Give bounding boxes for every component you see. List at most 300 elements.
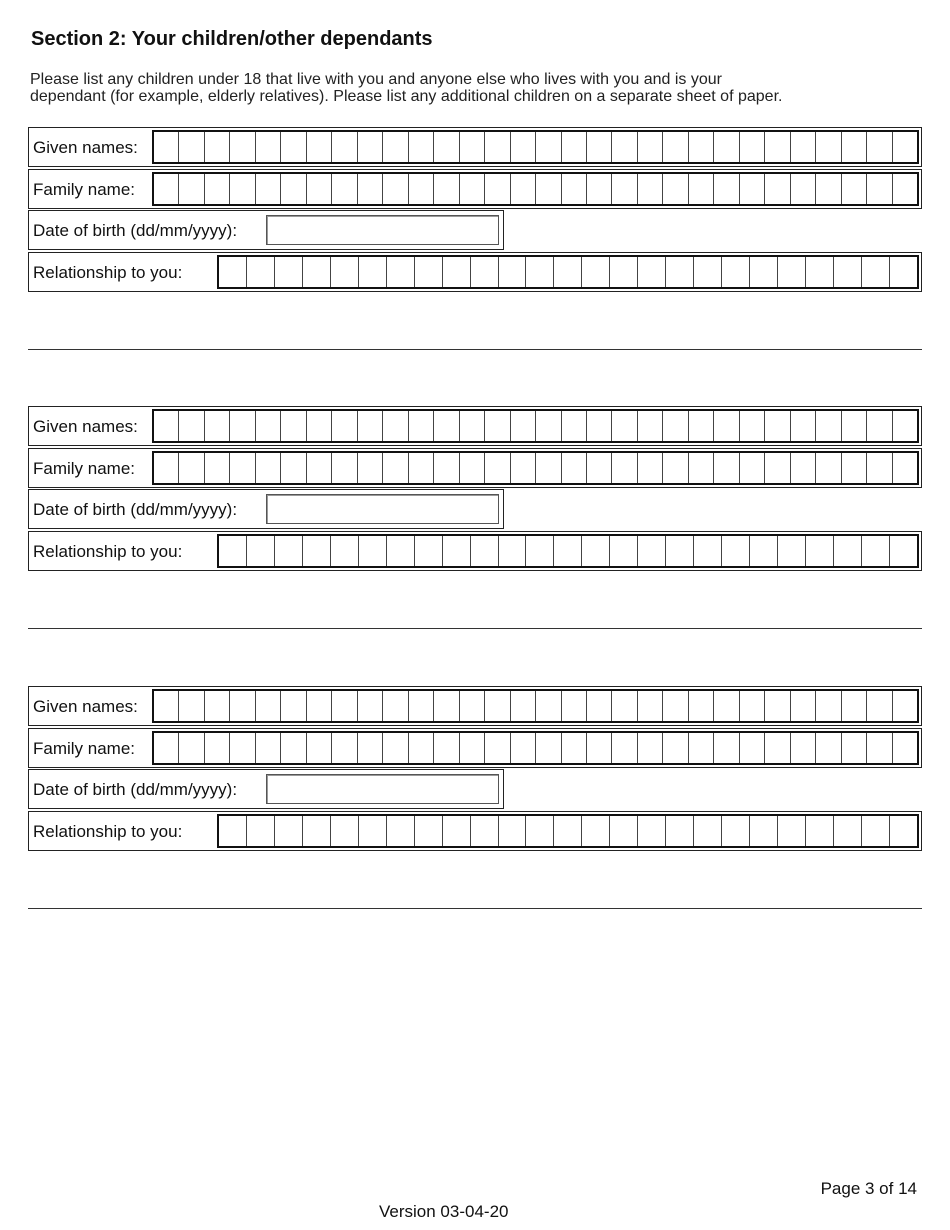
- char-box[interactable]: [332, 132, 357, 162]
- char-box[interactable]: [526, 816, 554, 846]
- char-box[interactable]: [485, 132, 510, 162]
- char-box[interactable]: [536, 174, 561, 204]
- separator-line: [28, 628, 922, 629]
- char-box[interactable]: [281, 453, 306, 483]
- char-box[interactable]: [387, 257, 415, 287]
- char-box[interactable]: [230, 453, 255, 483]
- char-box[interactable]: [219, 536, 247, 566]
- separator-line: [28, 349, 922, 350]
- char-box[interactable]: [443, 257, 471, 287]
- char-box[interactable]: [722, 816, 750, 846]
- char-box[interactable]: [663, 411, 688, 441]
- char-box[interactable]: [331, 257, 359, 287]
- family-name-row: [28, 448, 922, 488]
- char-box[interactable]: [499, 536, 527, 566]
- char-box[interactable]: [409, 691, 434, 721]
- char-box[interactable]: [587, 132, 612, 162]
- char-box[interactable]: [610, 816, 638, 846]
- relationship-label: Relationship to you:: [33, 542, 183, 561]
- char-box[interactable]: [434, 132, 459, 162]
- dob-row: [28, 210, 504, 250]
- char-box[interactable]: [536, 411, 561, 441]
- char-box[interactable]: [485, 733, 510, 763]
- char-box[interactable]: [154, 733, 179, 763]
- char-box[interactable]: [460, 411, 485, 441]
- char-box[interactable]: [714, 453, 739, 483]
- char-box[interactable]: [471, 257, 499, 287]
- char-box[interactable]: [638, 536, 666, 566]
- char-box[interactable]: [154, 411, 179, 441]
- char-box[interactable]: [893, 733, 917, 763]
- char-box[interactable]: [714, 411, 739, 441]
- char-box[interactable]: [460, 174, 485, 204]
- char-box[interactable]: [689, 691, 714, 721]
- char-box[interactable]: [256, 691, 281, 721]
- dob-field[interactable]: [266, 215, 499, 245]
- char-box[interactable]: [536, 453, 561, 483]
- char-box[interactable]: [511, 411, 536, 441]
- char-box[interactable]: [612, 174, 637, 204]
- char-box[interactable]: [816, 174, 841, 204]
- char-box[interactable]: [409, 132, 434, 162]
- family-name-label: Family name:: [33, 459, 136, 478]
- given-names-label: Given names:: [33, 417, 138, 436]
- section-intro: [30, 71, 930, 105]
- family-name-field[interactable]: [152, 731, 919, 765]
- char-box[interactable]: [612, 691, 637, 721]
- char-box[interactable]: [582, 536, 610, 566]
- char-box[interactable]: [765, 691, 790, 721]
- separator-line: [28, 908, 922, 909]
- char-box[interactable]: [415, 816, 443, 846]
- char-box[interactable]: [256, 733, 281, 763]
- char-box[interactable]: [893, 132, 917, 162]
- char-box[interactable]: [893, 174, 917, 204]
- char-box[interactable]: [890, 536, 917, 566]
- char-box[interactable]: [230, 691, 255, 721]
- char-box[interactable]: [867, 733, 892, 763]
- char-box[interactable]: [383, 691, 408, 721]
- char-box[interactable]: [816, 691, 841, 721]
- char-box[interactable]: [154, 174, 179, 204]
- char-box[interactable]: [612, 733, 637, 763]
- char-box[interactable]: [154, 453, 179, 483]
- char-box[interactable]: [791, 733, 816, 763]
- char-box[interactable]: [434, 453, 459, 483]
- char-box[interactable]: [791, 174, 816, 204]
- char-box[interactable]: [834, 536, 862, 566]
- char-box[interactable]: [471, 816, 499, 846]
- char-box[interactable]: [778, 536, 806, 566]
- char-box[interactable]: [275, 816, 303, 846]
- family-name-field[interactable]: [152, 172, 919, 206]
- char-box[interactable]: [383, 132, 408, 162]
- char-box[interactable]: [536, 132, 561, 162]
- dependant-2: [28, 406, 922, 630]
- dob-field[interactable]: [266, 774, 499, 804]
- char-box[interactable]: [587, 174, 612, 204]
- char-box[interactable]: [740, 132, 765, 162]
- char-box[interactable]: [740, 411, 765, 441]
- relationship-row: [28, 531, 922, 571]
- dob-field[interactable]: [266, 494, 499, 524]
- char-box[interactable]: [358, 453, 383, 483]
- char-box[interactable]: [862, 257, 890, 287]
- char-box[interactable]: [765, 411, 790, 441]
- given-names-row: [28, 406, 922, 446]
- char-box[interactable]: [179, 691, 204, 721]
- char-box[interactable]: [638, 132, 663, 162]
- version-label: Version 03-04-20: [379, 1202, 509, 1221]
- char-box[interactable]: [359, 257, 387, 287]
- char-box[interactable]: [485, 691, 510, 721]
- char-box[interactable]: [842, 132, 867, 162]
- char-box[interactable]: [511, 132, 536, 162]
- char-box[interactable]: [867, 453, 892, 483]
- given-names-row: [28, 686, 922, 726]
- char-box[interactable]: [582, 257, 610, 287]
- char-box[interactable]: [281, 132, 306, 162]
- char-box[interactable]: [694, 257, 722, 287]
- char-box[interactable]: [816, 132, 841, 162]
- char-box[interactable]: [281, 733, 306, 763]
- char-box[interactable]: [358, 174, 383, 204]
- char-box[interactable]: [694, 816, 722, 846]
- char-box[interactable]: [750, 536, 778, 566]
- char-box[interactable]: [554, 536, 582, 566]
- given-names-field[interactable]: [152, 689, 919, 723]
- char-box[interactable]: [307, 174, 332, 204]
- char-box[interactable]: [842, 691, 867, 721]
- char-box[interactable]: [434, 733, 459, 763]
- char-box[interactable]: [230, 733, 255, 763]
- char-box[interactable]: [765, 733, 790, 763]
- char-box[interactable]: [281, 691, 306, 721]
- intro-line: dependant (for example, elderly relatives). Please list any additional children on a separate sheet of paper.: [30, 88, 783, 105]
- char-box[interactable]: [862, 536, 890, 566]
- char-box[interactable]: [443, 816, 471, 846]
- char-box[interactable]: [359, 816, 387, 846]
- char-box[interactable]: [499, 257, 527, 287]
- char-box[interactable]: [332, 733, 357, 763]
- relationship-label: Relationship to you:: [33, 822, 183, 841]
- relationship-row: [28, 252, 922, 292]
- char-box[interactable]: [867, 174, 892, 204]
- char-box[interactable]: [205, 733, 230, 763]
- given-names-row: [28, 127, 922, 167]
- char-box[interactable]: [834, 257, 862, 287]
- char-box[interactable]: [867, 691, 892, 721]
- char-box[interactable]: [842, 453, 867, 483]
- char-box[interactable]: [689, 733, 714, 763]
- char-box[interactable]: [842, 174, 867, 204]
- char-box[interactable]: [179, 132, 204, 162]
- char-box[interactable]: [663, 453, 688, 483]
- char-box[interactable]: [358, 411, 383, 441]
- char-box[interactable]: [460, 733, 485, 763]
- char-box[interactable]: [536, 733, 561, 763]
- char-box[interactable]: [666, 816, 694, 846]
- char-box[interactable]: [722, 257, 750, 287]
- char-box[interactable]: [154, 691, 179, 721]
- char-box[interactable]: [230, 411, 255, 441]
- char-box[interactable]: [383, 174, 408, 204]
- char-box[interactable]: [332, 411, 357, 441]
- char-box[interactable]: [714, 132, 739, 162]
- char-box[interactable]: [331, 536, 359, 566]
- char-box[interactable]: [587, 691, 612, 721]
- char-box[interactable]: [526, 257, 554, 287]
- char-box[interactable]: [358, 691, 383, 721]
- char-box[interactable]: [409, 453, 434, 483]
- char-box[interactable]: [816, 411, 841, 441]
- char-box[interactable]: [750, 257, 778, 287]
- char-box[interactable]: [638, 691, 663, 721]
- char-box[interactable]: [714, 733, 739, 763]
- char-box[interactable]: [694, 536, 722, 566]
- char-box[interactable]: [638, 411, 663, 441]
- char-box[interactable]: [778, 816, 806, 846]
- char-box[interactable]: [638, 453, 663, 483]
- char-box[interactable]: [890, 816, 917, 846]
- char-box[interactable]: [409, 411, 434, 441]
- char-box[interactable]: [791, 453, 816, 483]
- char-box[interactable]: [409, 733, 434, 763]
- given-names-label: Given names:: [33, 138, 138, 157]
- family-name-label: Family name:: [33, 739, 136, 758]
- char-box[interactable]: [383, 453, 408, 483]
- char-box[interactable]: [485, 174, 510, 204]
- dob-label: Date of birth (dd/mm/yyyy):: [33, 500, 238, 519]
- char-box[interactable]: [485, 453, 510, 483]
- char-box[interactable]: [890, 257, 917, 287]
- char-box[interactable]: [387, 536, 415, 566]
- char-box[interactable]: [714, 174, 739, 204]
- char-box[interactable]: [230, 174, 255, 204]
- char-box[interactable]: [205, 453, 230, 483]
- char-box[interactable]: [303, 257, 331, 287]
- char-box[interactable]: [638, 733, 663, 763]
- char-box[interactable]: [587, 411, 612, 441]
- char-box[interactable]: [256, 453, 281, 483]
- char-box[interactable]: [867, 132, 892, 162]
- char-box[interactable]: [499, 816, 527, 846]
- char-box[interactable]: [740, 733, 765, 763]
- char-box[interactable]: [834, 816, 862, 846]
- char-box[interactable]: [307, 733, 332, 763]
- char-box[interactable]: [179, 453, 204, 483]
- char-box[interactable]: [219, 816, 247, 846]
- char-box[interactable]: [179, 733, 204, 763]
- char-box[interactable]: [689, 174, 714, 204]
- char-box[interactable]: [612, 453, 637, 483]
- char-box[interactable]: [666, 257, 694, 287]
- char-box[interactable]: [434, 174, 459, 204]
- char-box[interactable]: [409, 174, 434, 204]
- char-box[interactable]: [806, 257, 834, 287]
- char-box[interactable]: [587, 733, 612, 763]
- char-box[interactable]: [554, 257, 582, 287]
- family-name-row: [28, 169, 922, 209]
- char-box[interactable]: [638, 257, 666, 287]
- char-box[interactable]: [383, 733, 408, 763]
- char-box[interactable]: [256, 411, 281, 441]
- intro-line: Please list any children under 18 that live with you and anyone else who lives with you and is your: [30, 71, 722, 88]
- char-box[interactable]: [460, 132, 485, 162]
- char-box[interactable]: [387, 816, 415, 846]
- char-box[interactable]: [526, 536, 554, 566]
- char-box[interactable]: [256, 174, 281, 204]
- char-box[interactable]: [307, 132, 332, 162]
- char-box[interactable]: [281, 174, 306, 204]
- char-box[interactable]: [638, 816, 666, 846]
- char-box[interactable]: [562, 411, 587, 441]
- relationship-field[interactable]: [217, 814, 919, 848]
- char-box[interactable]: [434, 411, 459, 441]
- char-box[interactable]: [562, 132, 587, 162]
- char-box[interactable]: [415, 536, 443, 566]
- char-box[interactable]: [582, 816, 610, 846]
- char-box[interactable]: [303, 536, 331, 566]
- char-box[interactable]: [358, 733, 383, 763]
- char-box[interactable]: [610, 536, 638, 566]
- char-box[interactable]: [383, 411, 408, 441]
- char-box[interactable]: [610, 257, 638, 287]
- page-number: Page 3 of 14: [820, 1179, 917, 1198]
- char-box[interactable]: [511, 174, 536, 204]
- char-box[interactable]: [281, 411, 306, 441]
- given-names-label: Given names:: [33, 697, 138, 716]
- char-box[interactable]: [219, 257, 247, 287]
- char-box[interactable]: [536, 691, 561, 721]
- char-box[interactable]: [765, 132, 790, 162]
- char-box[interactable]: [666, 536, 694, 566]
- char-box[interactable]: [562, 691, 587, 721]
- char-box[interactable]: [247, 816, 275, 846]
- char-box[interactable]: [740, 174, 765, 204]
- char-box[interactable]: [332, 453, 357, 483]
- char-box[interactable]: [359, 536, 387, 566]
- char-box[interactable]: [554, 816, 582, 846]
- char-box[interactable]: [714, 691, 739, 721]
- char-box[interactable]: [358, 132, 383, 162]
- char-box[interactable]: [307, 691, 332, 721]
- char-box[interactable]: [154, 132, 179, 162]
- char-box[interactable]: [791, 411, 816, 441]
- char-box[interactable]: [331, 816, 359, 846]
- char-box[interactable]: [765, 453, 790, 483]
- char-box[interactable]: [663, 691, 688, 721]
- dob-row: [28, 489, 504, 529]
- relationship-row: [28, 811, 922, 851]
- dob-row: [28, 769, 504, 809]
- char-box[interactable]: [689, 411, 714, 441]
- char-box[interactable]: [867, 411, 892, 441]
- char-box[interactable]: [205, 691, 230, 721]
- char-box[interactable]: [415, 257, 443, 287]
- relationship-field[interactable]: [217, 534, 919, 568]
- char-box[interactable]: [816, 733, 841, 763]
- char-box[interactable]: [275, 257, 303, 287]
- given-names-field[interactable]: [152, 130, 919, 164]
- dob-label: Date of birth (dd/mm/yyyy):: [33, 221, 238, 240]
- char-box[interactable]: [689, 132, 714, 162]
- given-names-field[interactable]: [152, 409, 919, 443]
- char-box[interactable]: [562, 453, 587, 483]
- char-box[interactable]: [307, 411, 332, 441]
- char-box[interactable]: [562, 174, 587, 204]
- char-box[interactable]: [663, 174, 688, 204]
- char-box[interactable]: [893, 411, 917, 441]
- char-box[interactable]: [689, 453, 714, 483]
- char-box[interactable]: [663, 132, 688, 162]
- char-box[interactable]: [205, 411, 230, 441]
- char-box[interactable]: [806, 816, 834, 846]
- relationship-label: Relationship to you:: [33, 263, 183, 282]
- dob-label: Date of birth (dd/mm/yyyy):: [33, 780, 238, 799]
- char-box[interactable]: [332, 691, 357, 721]
- char-box[interactable]: [612, 132, 637, 162]
- char-box[interactable]: [275, 536, 303, 566]
- char-box[interactable]: [307, 453, 332, 483]
- char-box[interactable]: [778, 257, 806, 287]
- char-box[interactable]: [740, 691, 765, 721]
- char-box[interactable]: [443, 536, 471, 566]
- char-box[interactable]: [750, 816, 778, 846]
- char-box[interactable]: [511, 453, 536, 483]
- char-box[interactable]: [562, 733, 587, 763]
- char-box[interactable]: [862, 816, 890, 846]
- family-name-label: Family name:: [33, 180, 136, 199]
- char-box[interactable]: [816, 453, 841, 483]
- relationship-field[interactable]: [217, 255, 919, 289]
- char-box[interactable]: [806, 536, 834, 566]
- char-box[interactable]: [842, 411, 867, 441]
- char-box[interactable]: [471, 536, 499, 566]
- char-box[interactable]: [247, 257, 275, 287]
- char-box[interactable]: [765, 174, 790, 204]
- char-box[interactable]: [303, 816, 331, 846]
- char-box[interactable]: [179, 411, 204, 441]
- char-box[interactable]: [842, 733, 867, 763]
- char-box[interactable]: [893, 453, 917, 483]
- char-box[interactable]: [663, 733, 688, 763]
- char-box[interactable]: [511, 733, 536, 763]
- dependant-3: [28, 686, 922, 910]
- char-box[interactable]: [434, 691, 459, 721]
- char-box[interactable]: [638, 174, 663, 204]
- char-box[interactable]: [612, 411, 637, 441]
- char-box[interactable]: [247, 536, 275, 566]
- char-box[interactable]: [587, 453, 612, 483]
- char-box[interactable]: [460, 691, 485, 721]
- char-box[interactable]: [791, 691, 816, 721]
- char-box[interactable]: [791, 132, 816, 162]
- char-box[interactable]: [740, 453, 765, 483]
- char-box[interactable]: [256, 132, 281, 162]
- family-name-field[interactable]: [152, 451, 919, 485]
- char-box[interactable]: [460, 453, 485, 483]
- char-box[interactable]: [485, 411, 510, 441]
- char-box[interactable]: [511, 691, 536, 721]
- char-box[interactable]: [230, 132, 255, 162]
- char-box[interactable]: [332, 174, 357, 204]
- char-box[interactable]: [722, 536, 750, 566]
- char-box[interactable]: [893, 691, 917, 721]
- char-box[interactable]: [205, 132, 230, 162]
- char-box[interactable]: [179, 174, 204, 204]
- char-box[interactable]: [205, 174, 230, 204]
